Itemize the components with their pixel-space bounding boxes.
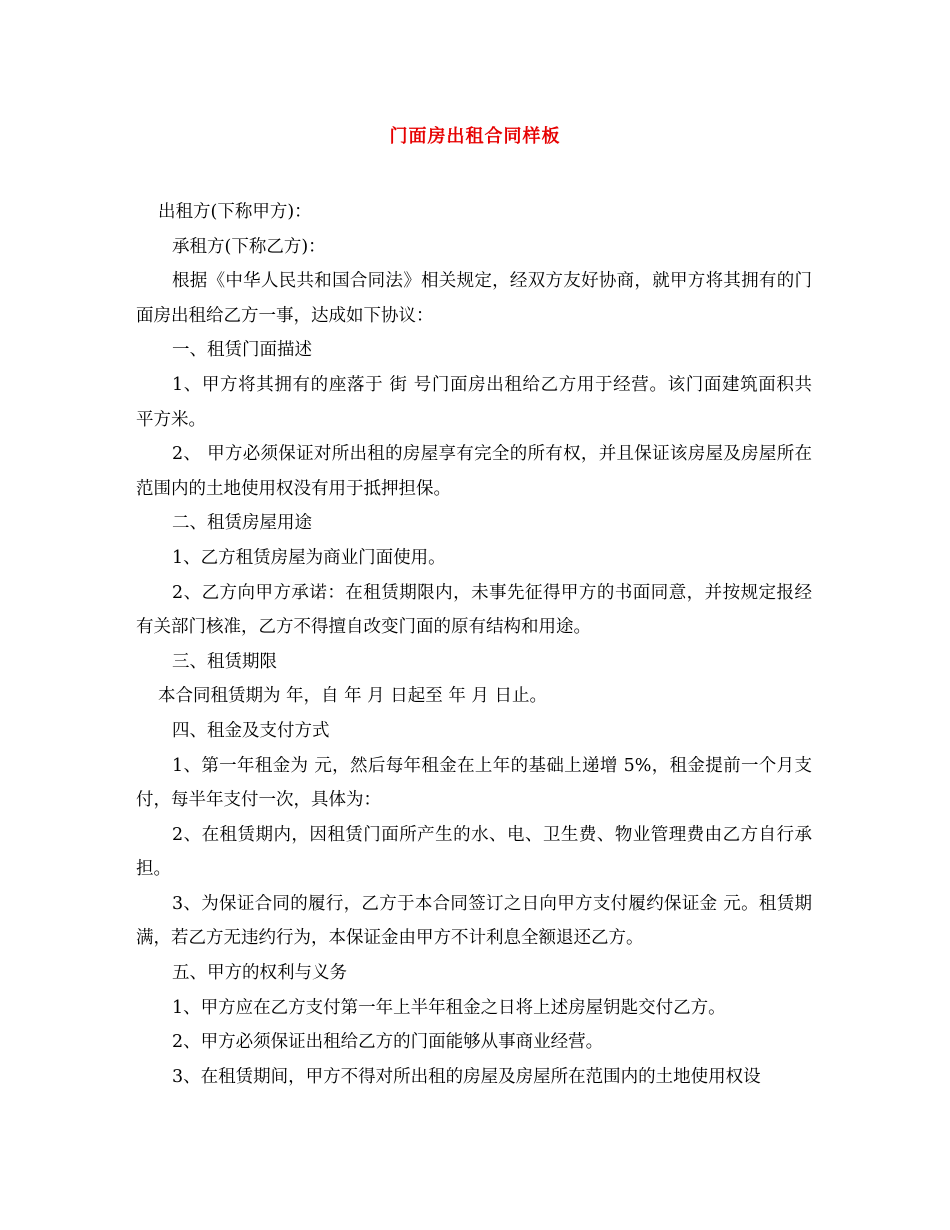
clause-5-1: 1、甲方应在乙方支付第一年上半年租金之日将上述房屋钥匙交付乙方。	[172, 997, 726, 1018]
clause-5-2: 2、甲方必须保证出租给乙方的门面能够从事商业经营。	[172, 1032, 604, 1053]
section-heading-5: 五、甲方的权利与义务	[172, 963, 347, 984]
clause-1-1: 1、甲方将其拥有的座落于 街 号门面房出租给乙方用于经营。该门面建筑面积共 平方米。	[136, 374, 812, 430]
clause-4-3: 3、为保证合同的履行，乙方于本合同签订之日向甲方支付履约保证金 元。租赁期满，若乙方无违约行为，本保证金由甲方不计利息全额退还乙方。	[136, 893, 812, 949]
document-title: 门面房出租合同样板	[389, 126, 561, 147]
clause-4-2: 2、在租赁期内，因租赁门面所产生的水、电、卫生费、物业管理费由乙方自行承担。	[136, 824, 812, 880]
paragraph-lessee: 承租方(下称乙方)：	[172, 236, 326, 257]
clause-4-1: 1、第一年租金为 元，然后每年租金在上年的基础上递增 5%，租金提前一个月支付，每半年支付一次，具体为：	[136, 755, 812, 811]
section-heading-2: 二、租赁房屋用途	[172, 513, 312, 534]
clause-2-2: 2、乙方向甲方承诺：在租赁期限内，未事先征得甲方的书面同意，并按规定报经有关部门核准，乙方不得擅自改变门面的原有结构和用途。	[136, 582, 812, 638]
section-heading-1: 一、租赁门面描述	[172, 340, 312, 361]
clause-5-3: 3、在租赁期间，甲方不得对所出租的房屋及房屋所在范围内的土地使用权设	[172, 1066, 761, 1087]
document-body	[136, 195, 812, 1094]
clause-3-1: 本合同租赁期为 年，自 年 月 日起至 年 月 日止。	[158, 686, 547, 707]
paragraph-preamble: 根据《中华人民共和国合同法》相关规定，经双方友好协商，就甲方将其拥有的门面房出租给乙方一事，达成如下协议：	[136, 271, 812, 326]
paragraph-lessor: 出租方(下称甲方)：	[158, 202, 312, 222]
clause-1-2: 2、 甲方必须保证对所出租的房屋享有完全的所有权，并且保证该房屋及房屋所在范围内的土地使用权没有用于抵押担保。	[136, 444, 812, 499]
clause-2-1: 1、乙方租赁房屋为商业门面使用。	[172, 547, 446, 568]
section-heading-3: 三、租赁期限	[172, 651, 277, 672]
section-heading-4: 四、租金及支付方式	[172, 720, 330, 741]
